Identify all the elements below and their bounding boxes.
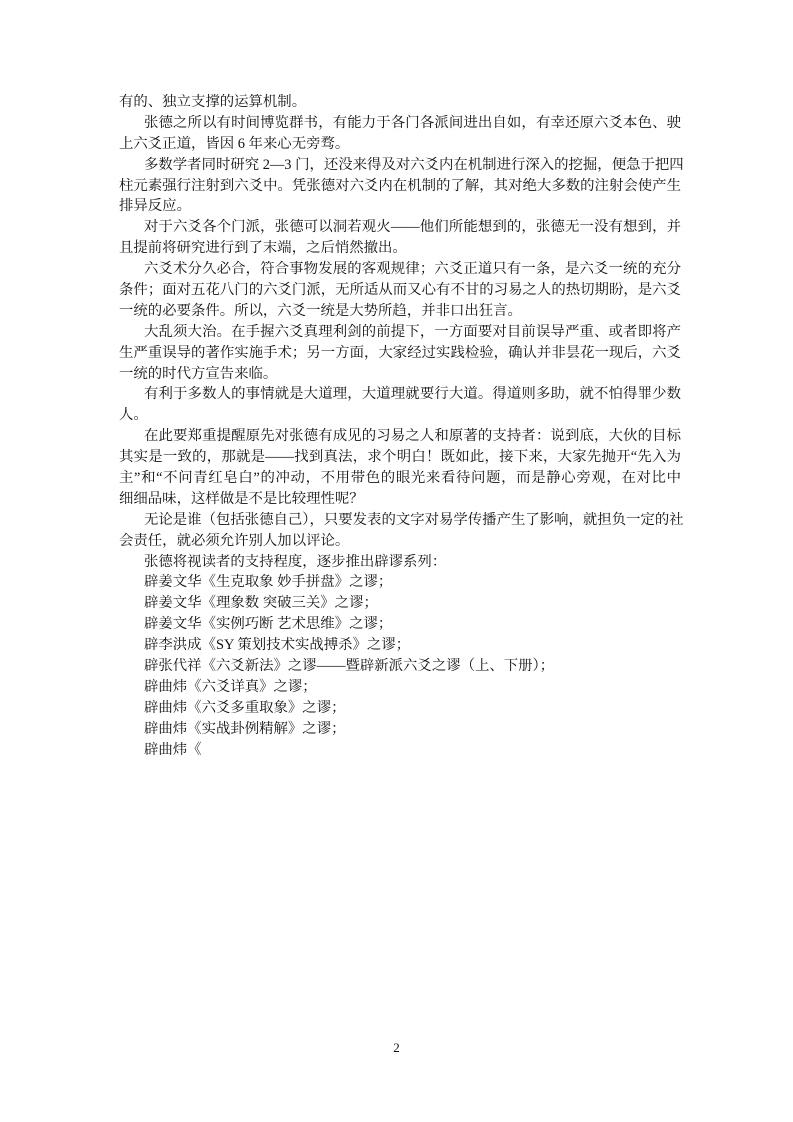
text-line: 对于六爻各个门派，张德可以洞若观火——他们所能想到的，张德无一没有想到，并: [144, 219, 681, 236]
text-line: 柱元素强行注射到六爻中。凭张德对六爻内在机制的了解，其对绝大多数的注射会使产生: [119, 177, 681, 194]
text-line: 一统的时代方宣告来临。: [119, 365, 278, 382]
text-line: 张德将视读者的支持程度，逐步推出辟谬系列：: [144, 553, 447, 570]
text-line: 一统的必要条件。所以，六爻一统是大势所趋，并非口出狂言。: [119, 302, 522, 319]
text-line: 主”和“不问青红皂白”的冲动，不用带色的眼光来看待问题，而是静心旁观，在对比中: [119, 470, 681, 487]
text-line: 辟曲炜《六爻详真》之谬；: [144, 678, 317, 695]
text-line: 人。: [119, 407, 148, 424]
text-line: 有利于多数人的事情就是大道理，大道理就要行大道。得道则多助，就不怕得罪少数: [144, 386, 681, 403]
text-line: 在此要郑重提醒原先对张德有成见的习易之人和原著的支持者：说到底，大伙的目标: [144, 428, 681, 445]
text-line: 辟曲炜《: [144, 741, 202, 758]
text-line: 多数学者同时研究 2—3 门，还没来得及对六爻内在机制进行深入的挖掘，便急于把四: [144, 156, 684, 173]
text-line: 六爻术分久必合，符合事物发展的客观规律；六爻正道只有一条，是六爻一统的充分: [144, 261, 681, 278]
text-line: 辟张代祥《六爻新法》之谬——暨辟新派六爻之谬（上、下册）；: [144, 658, 555, 675]
text-line: 细细品味，这样做是不是比较理性呢？: [119, 490, 364, 507]
text-line: 会责任，就必须允许别人加以评论。: [119, 532, 350, 549]
text-line: 有的、独立支撑的运算机制。: [119, 94, 307, 110]
text-line: 辟姜文华《实例巧断 艺术思维》之谬；: [144, 616, 393, 633]
text-line: 辟姜文华《理象数 突破三关》之谬；: [144, 595, 378, 612]
text-line: 张德之所以有时间博览群书，有能力于各门各派间进出自如，有幸还原六爻本色、驶: [144, 114, 681, 131]
text-line: 生严重误导的著作实施手术；另一方面，大家经过实践检验，确认并非昙花一现后，六爻: [119, 344, 681, 361]
text-line: 其实是一致的，那就是——找到真法，求个明白！既如此，接下来，大家先抛开“先入为: [119, 449, 681, 466]
text-line: 且提前将研究进行到了末端，之后悄然撤出。: [119, 240, 407, 257]
page-number: 2: [393, 1040, 400, 1055]
text-line: 无论是谁（包括张德自己），只要发表的文字对易学传播产生了影响，就担负一定的社: [144, 511, 684, 528]
text-line: 辟姜文华《生克取象 妙手拼盘》之谬；: [144, 574, 393, 591]
text-line: 辟曲炜《实战卦例精解》之谬；: [144, 720, 346, 737]
text-line: 排异反应。: [119, 198, 191, 215]
text-line: 辟李洪成《SY 策划技术实战搏杀》之谬；: [144, 637, 411, 654]
text-line: 辟曲炜《六爻多重取象》之谬；: [144, 699, 346, 716]
document-body: [119, 92, 684, 761]
text-line: 条件；面对五花八门的六爻门派，无所适从而又心有不甘的习易之人的热切期盼，是六爻: [119, 282, 681, 299]
text-line: 大乱须大治。在手握六爻真理利剑的前提下，一方面要对目前误导严重、或者即将产: [144, 323, 681, 340]
text-line: 上六爻正道，皆因 6 年来心无旁骛。: [119, 135, 350, 152]
